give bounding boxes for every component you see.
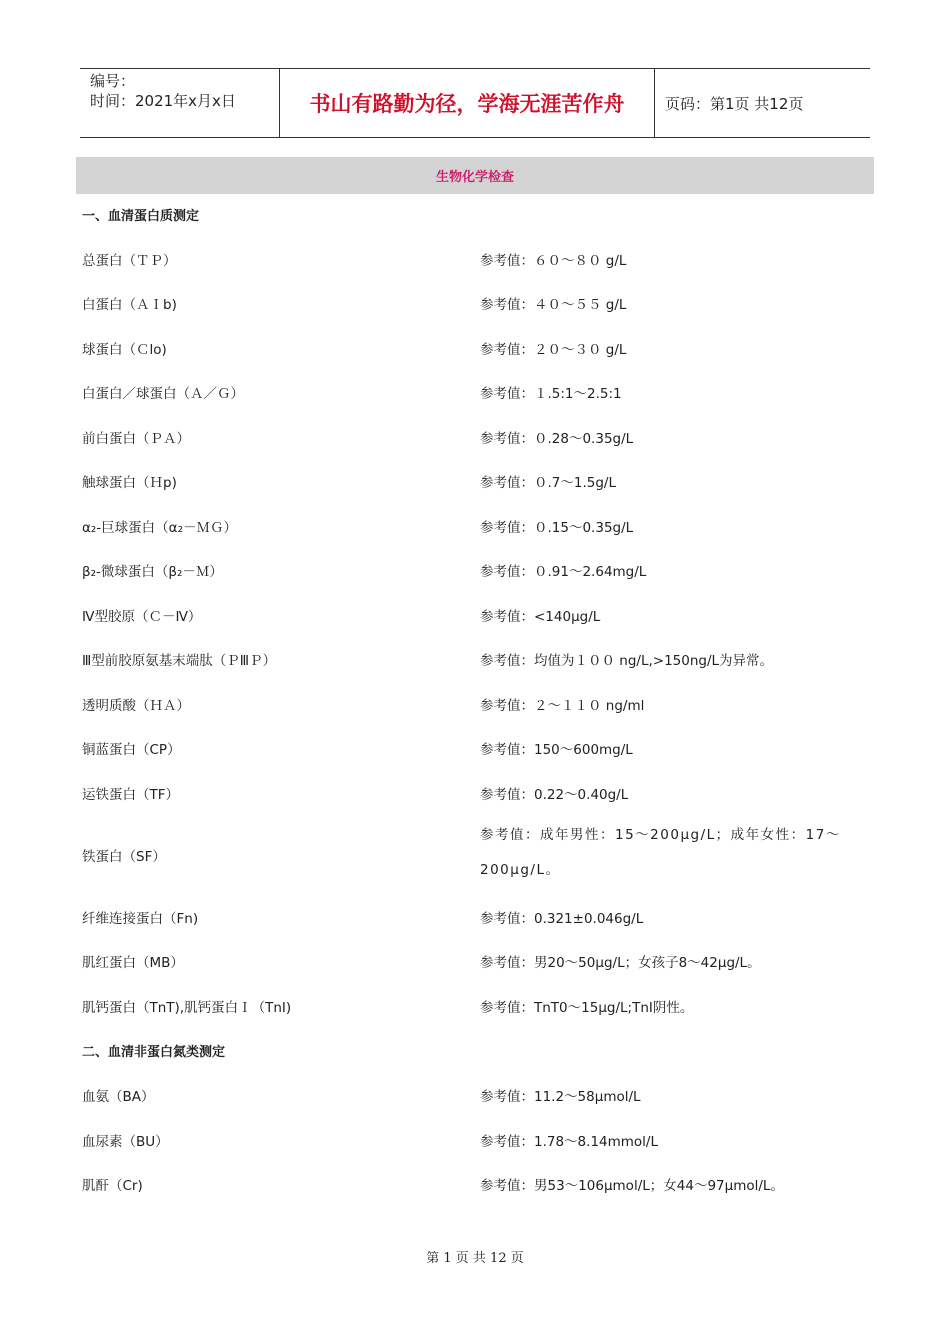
item-name: Ⅳ型胶原（Ｃ－Ⅳ） <box>82 609 202 625</box>
item-name: 血尿素（BU） <box>82 1134 169 1150</box>
item-ref: 参考值：０.15～0.35g/L <box>480 520 634 536</box>
item-ref: 参考值：150～600mg/L <box>480 742 633 758</box>
item-name: Ⅲ型前胶原氨基末端肽（ＰⅢＰ） <box>82 653 277 669</box>
item-name: 透明质酸（ＨＡ） <box>82 698 190 714</box>
item-name: 肌钙蛋白（TnT),肌钙蛋白Ｉ（TnI) <box>82 1000 292 1016</box>
header-page-info: 页码：第1页 共12页 <box>665 94 804 113</box>
item-name: 血氨（BA） <box>82 1089 155 1105</box>
item-ref: 参考值：0.22～0.40g/L <box>480 787 629 803</box>
item-ref: 参考值：0.321±0.046g/L <box>480 911 644 927</box>
item-name: α₂-巨球蛋白（α₂－ＭＧ） <box>82 520 237 536</box>
item-ref: 参考值：０.7～1.5g/L <box>480 475 616 491</box>
page-footer: 第 1 页 共 12 页 <box>426 1251 524 1266</box>
item-name: 触球蛋白（Ｈp) <box>82 475 177 491</box>
item-ref: 参考值：成年男性：15～200μg/L；成年女性：17～200μg/L。 <box>480 827 841 878</box>
item-ref: 参考值：１.5:1～2.5:1 <box>480 386 622 402</box>
item-ref: 参考值：11.2～58μmol/L <box>480 1089 641 1105</box>
header-motto: 书山有路勤为径，学海无涯苦作舟 <box>280 69 655 137</box>
item-name: 铜蓝蛋白（CP） <box>82 742 181 758</box>
item-ref: 参考值：０.91～2.64mg/L <box>480 564 647 580</box>
item-name: 肌红蛋白（MB） <box>82 955 184 971</box>
section-title-protein: 一、血清蛋白质测定 <box>82 209 200 224</box>
item-name: 白蛋白（ＡＩb) <box>82 297 177 313</box>
item-ref: 参考值：男53～106μmol/L；女44～97μmol/L。 <box>480 1178 784 1194</box>
item-ref: 参考值：均值为１００ ng/L,>150ng/L为异常。 <box>480 653 774 669</box>
item-name: 球蛋白（Ｃlo) <box>82 342 167 358</box>
time-label: 时间：2021年x月x日 <box>90 92 236 110</box>
item-name: β₂-微球蛋白（β₂－Ｍ） <box>82 564 223 580</box>
item-name: 总蛋白（ＴＰ） <box>82 253 177 269</box>
item-ref: 参考值：<140μg/L <box>480 609 601 625</box>
item-ref: 参考值：０.28～0.35g/L <box>480 431 634 447</box>
item-name: 白蛋白／球蛋白（Ａ／Ｇ） <box>82 386 244 402</box>
item-name: 肌酐（Cr) <box>82 1178 143 1194</box>
item-ref: 参考值：TnT0～15μg/L;TnI阴性。 <box>480 1000 694 1016</box>
page-header <box>80 68 870 138</box>
item-name: 纤维连接蛋白（Fn) <box>82 911 199 927</box>
section-band-title: 生物化学检查 <box>76 157 874 194</box>
item-ref: 参考值：1.78～8.14mmol/L <box>480 1134 658 1150</box>
item-ref: 参考值：２０～３０ g/L <box>480 342 627 358</box>
item-name: 运铁蛋白（TF） <box>82 787 180 803</box>
item-ref: 参考值：６０～８０ g/L <box>480 253 627 269</box>
item-ref: 参考值：４０～５５ g/L <box>480 297 627 313</box>
header-meta <box>80 69 280 137</box>
item-name: 铁蛋白（SF） <box>82 849 166 865</box>
code-label: 编号： <box>90 72 136 90</box>
section-title-non-protein-nitrogen: 二、血清非蛋白氮类测定 <box>82 1045 226 1060</box>
item-ref: 参考值：男20～50μg/L；女孩子8～42μg/L。 <box>480 955 761 971</box>
item-name: 前白蛋白（ＰＡ） <box>82 431 190 447</box>
item-ref: 参考值：２～１１０ ng/ml <box>480 698 645 714</box>
